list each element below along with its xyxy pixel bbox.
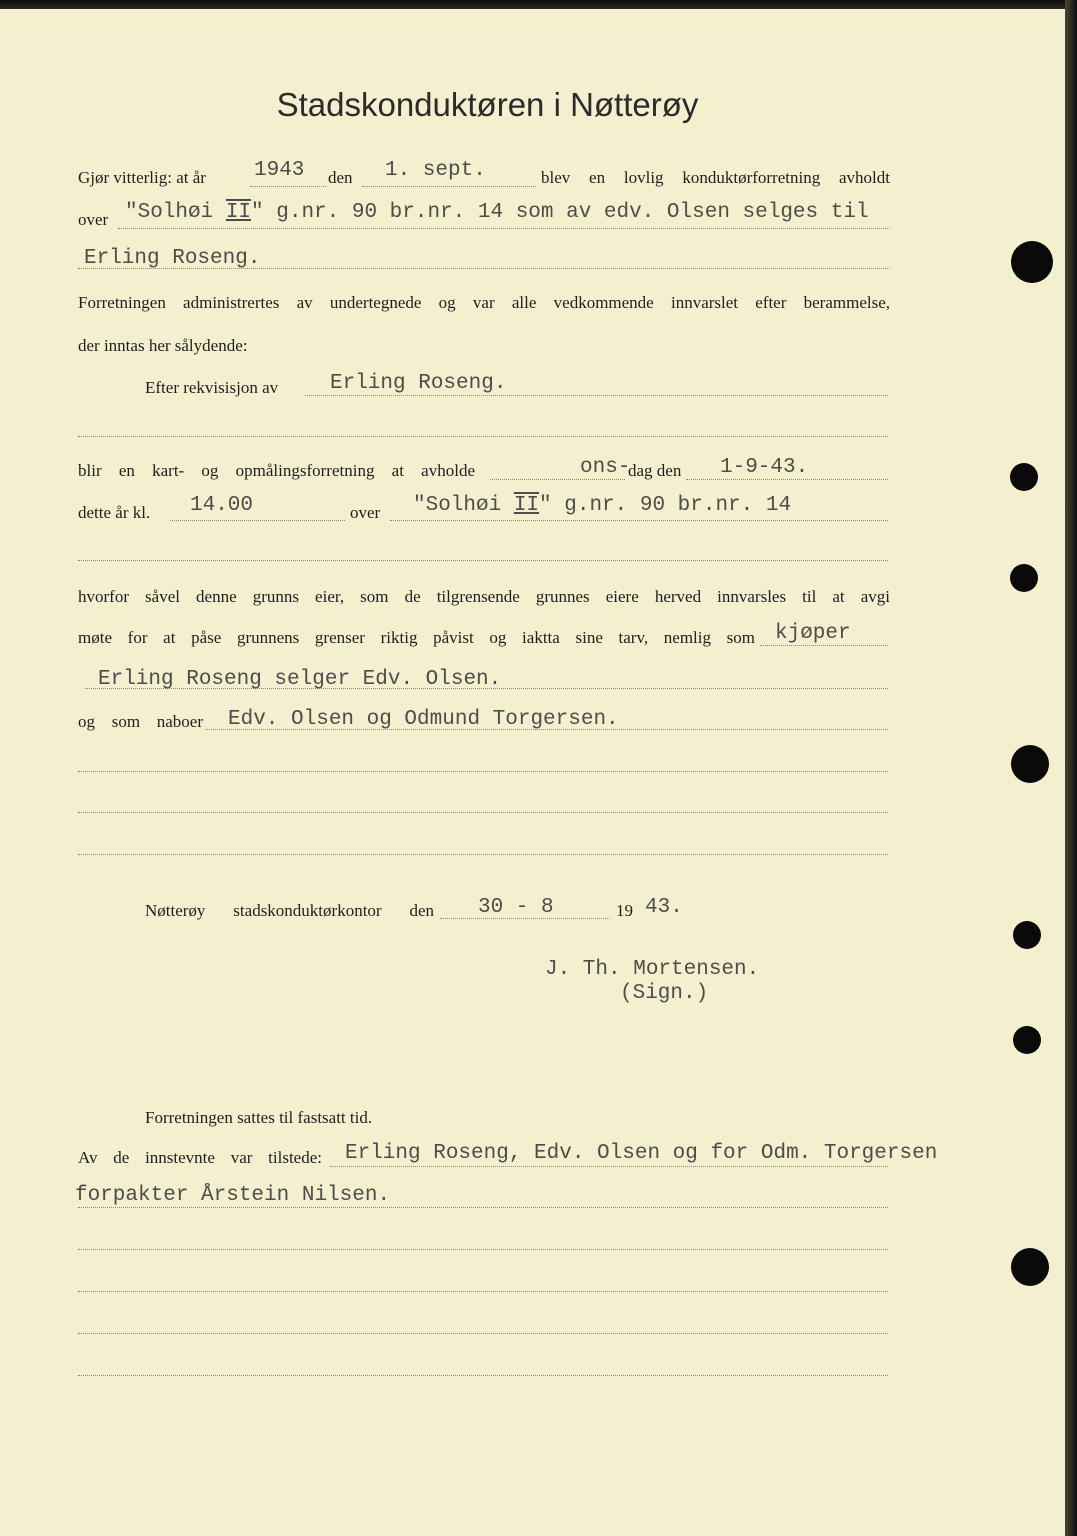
- blank-dotted-line: [78, 436, 888, 437]
- notice-text-1: hvorfor såvel denne grunns eier, som de tilgrensende grunnes eiere herved innvarsles til at avgi: [78, 587, 890, 606]
- property-roman-numeral: II: [225, 201, 252, 224]
- date-value: 1. sept.: [385, 159, 486, 182]
- office-label: Nøtterøy stadskonduktørkontor den: [145, 901, 434, 920]
- blank-dotted-line: [78, 771, 888, 772]
- notice-text-2: møte for at påse grunnens grenser riktig påvist og iaktta sine tarv, nemlig som: [78, 628, 755, 647]
- requisition-label: Efter rekvisisjon av: [145, 378, 279, 397]
- survey-property-roman-numeral: II: [513, 494, 540, 517]
- punch-hole: [1011, 745, 1049, 783]
- time-value: 14.00: [190, 494, 254, 517]
- blank-dotted-line: [78, 560, 888, 561]
- year-dotted-line: [250, 186, 326, 187]
- survey-property-prefix: "Solhøi: [413, 494, 514, 517]
- document-title: Stadskonduktøren i Nøtterøy: [276, 86, 699, 123]
- year-value: 1943: [254, 159, 305, 182]
- blank-dotted-line: [78, 1333, 888, 1334]
- survey-text: blir en kart- og opmålingsforretning at avholde: [78, 461, 475, 480]
- present-dotted-line: [330, 1166, 888, 1167]
- property-dotted-line: [118, 228, 890, 229]
- parties-value: Erling Roseng selger Edv. Olsen.: [98, 668, 502, 691]
- blank-dotted-line: [78, 1375, 888, 1376]
- property-prefix: "Solhøi: [125, 201, 226, 224]
- buyer-value: Erling Roseng.: [84, 247, 261, 270]
- intro-label: Gjør vitterlig: at år: [78, 168, 206, 187]
- punch-hole: [1013, 921, 1041, 949]
- punch-hole: [1011, 241, 1053, 283]
- sign-note: (Sign.): [620, 982, 709, 1005]
- intro-tail: blev en lovlig konduktørforretning avholdt: [541, 168, 890, 187]
- punch-hole: [1010, 463, 1038, 491]
- century-label: 19: [616, 901, 633, 920]
- punch-hole: [1013, 1026, 1041, 1054]
- blank-dotted-line: [78, 854, 888, 855]
- survey-property-suffix: " g.nr. 90 br.nr. 14: [539, 494, 792, 517]
- over-label: over: [78, 210, 109, 229]
- property-suffix: " g.nr. 90 br.nr. 14 som av edv. Olsen selges til: [251, 201, 869, 224]
- blank-dotted-line: [78, 812, 888, 813]
- survey-property-dotted-line: [390, 520, 888, 521]
- office-date-value: 30 - 8: [478, 896, 554, 919]
- present-line-2: forpakter Årstein Nilsen.: [75, 1184, 391, 1207]
- neighbors-value: Edv. Olsen og Odmund Torgersen.: [228, 708, 619, 731]
- held-text: Forretningen sattes til fastsatt tid.: [145, 1108, 373, 1127]
- date-dotted-line: [362, 186, 536, 187]
- signer-name: J. Th. Mortensen.: [545, 958, 760, 981]
- neighbors-label: og som naboer: [78, 712, 203, 731]
- admin-text-2: der inntas her sålydende:: [78, 336, 248, 355]
- survey-date-value: 1-9-43.: [720, 456, 809, 479]
- admin-text-1: Forretningen administrertes av undertegnede og var alle vedkommende innvarslet efter berammelse,: [78, 293, 890, 312]
- survey-property: [413, 494, 791, 518]
- weekday-value: ons-: [580, 456, 631, 479]
- present-line-1: Erling Roseng, Edv. Olsen og for Odm. Torgersen: [345, 1142, 938, 1165]
- requisition-value: Erling Roseng.: [330, 372, 507, 395]
- time-dotted-line: [170, 520, 345, 521]
- role-value: kjøper: [775, 622, 851, 645]
- blank-dotted-line: [78, 1249, 888, 1250]
- den-label: den: [328, 168, 353, 187]
- office-year-value: 43.: [645, 896, 683, 919]
- time-label: dette år kl.: [78, 503, 151, 522]
- blank-dotted-line: [78, 1291, 888, 1292]
- punch-hole: [1011, 1248, 1049, 1286]
- over-label-2: over: [350, 503, 381, 522]
- day-label: dag den: [628, 461, 682, 480]
- present-label: Av de innstevnte var tilstede:: [78, 1148, 322, 1167]
- scan-edge-top: [0, 0, 1077, 9]
- punch-hole: [1010, 564, 1038, 592]
- property-description: [125, 201, 869, 225]
- scan-edge-right: [1065, 0, 1077, 1536]
